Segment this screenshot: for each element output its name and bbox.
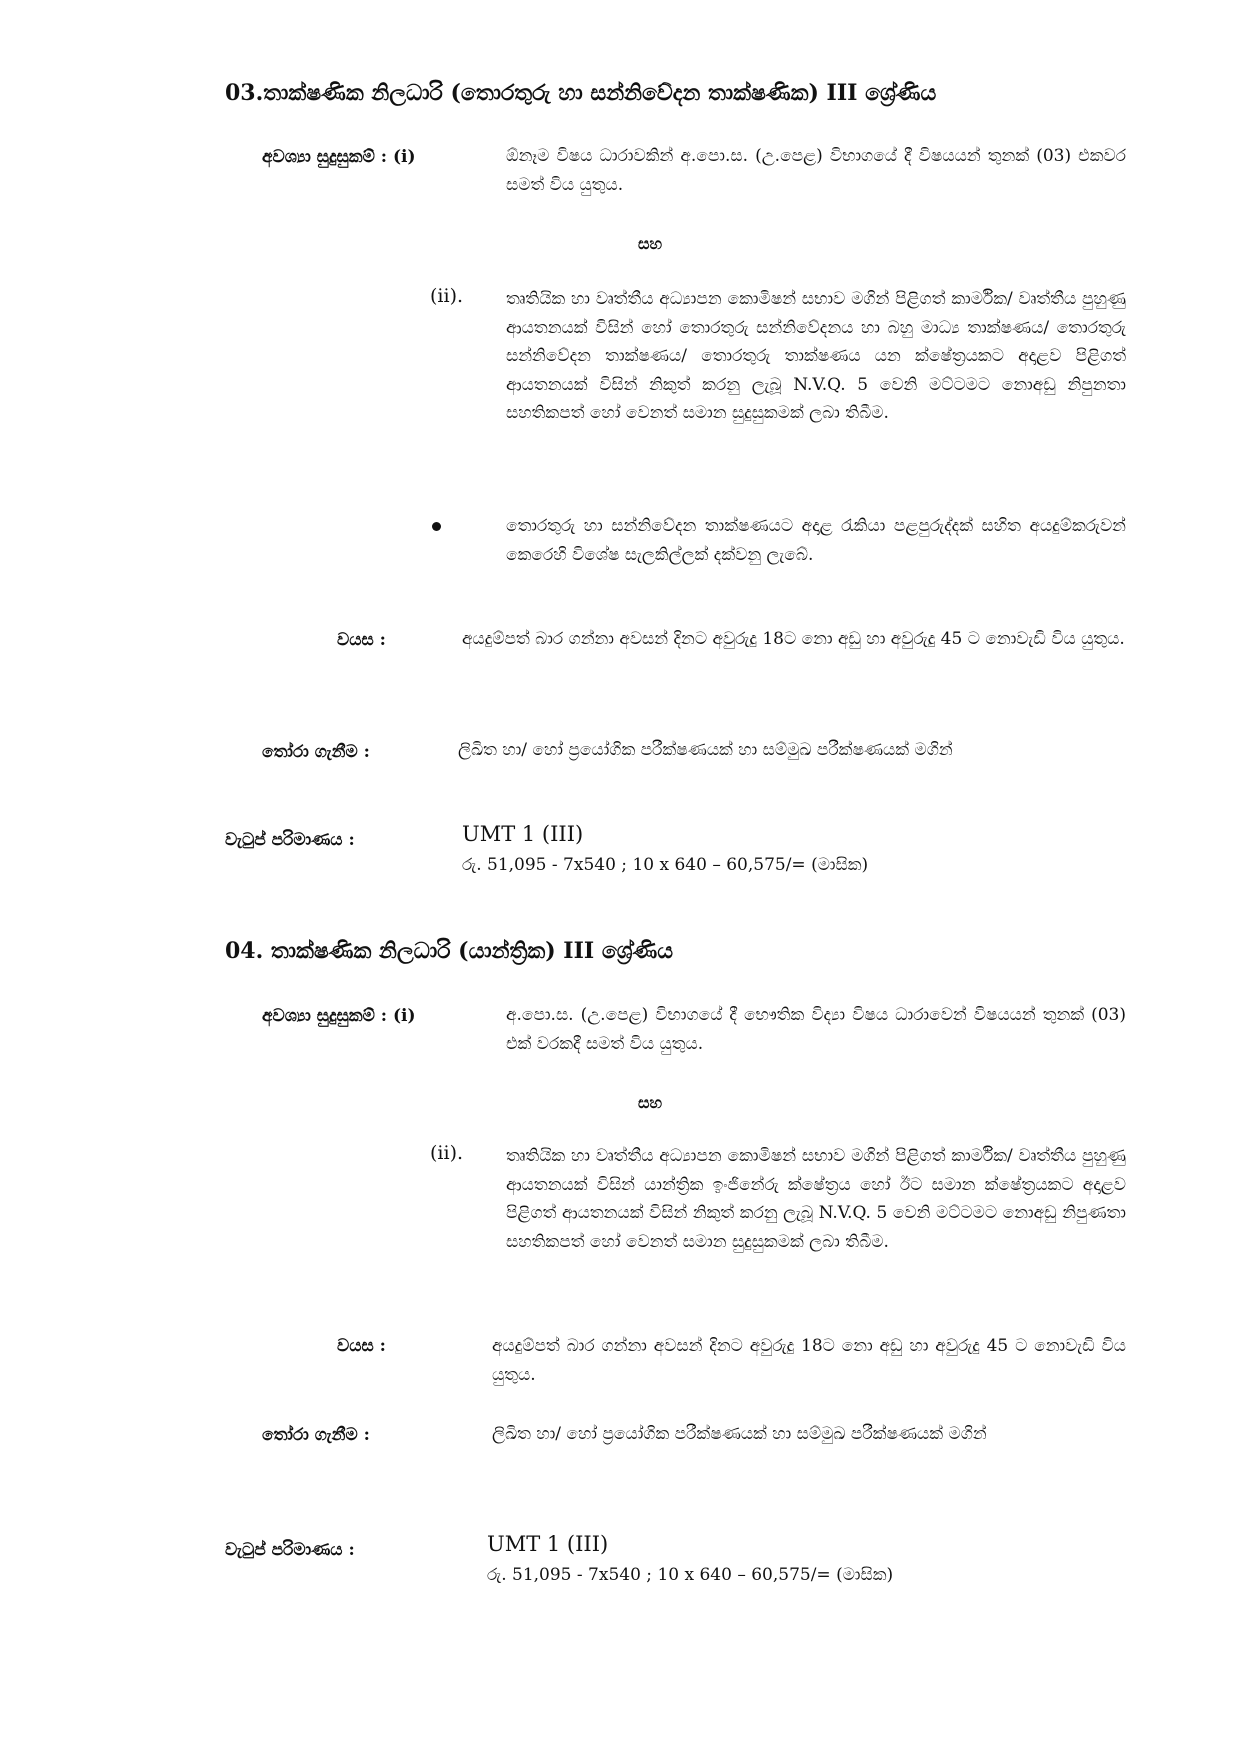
section-03-note: තොරතුරු හා සන්නිවේදන තාක්ෂණයට අදාළ රැකියා පළපුරුද්දක් සහිත අයදුම්කරුවන් කෙරෙහි විශේෂ සැලකිල්ලක් දක්වනු ලැබේ. bbox=[506, 516, 1126, 565]
section-03-salary-label: වැටුප් පරිමාණය : bbox=[225, 830, 355, 850]
section-04-age-label: වයස : bbox=[337, 1336, 386, 1356]
section-04-requirement-ii-number: (ii). bbox=[430, 1142, 464, 1164]
section-03-requirements-label: අවශ්‍යා සුදුසුකම් : (i) bbox=[262, 147, 416, 167]
bullet-icon bbox=[432, 522, 441, 531]
section-03-salary-code: UMT 1 (III) bbox=[462, 822, 584, 846]
section-03-selection-label: තෝරා ගැනීම : bbox=[262, 742, 370, 762]
section-04-selection-label: තෝරා ගැනීම : bbox=[262, 1425, 370, 1445]
section-03-age-text: අයදුම්පත් බාර ගන්නා අවසන් දිනට අවුරුදු 18ට නො අඩු හා අවුරුදු 45 ට නොවැඩි විය යුතුය. bbox=[462, 629, 1125, 649]
section-04-requirement-i: අ.පො.ස. (උ.පෙළ) විභාගයේ දී භෞතික විද්‍යා විෂය ධාරාවෙන් විෂයයන් තුනක් (03) එක් වරකදී සමත් විය යුතුය. bbox=[506, 1005, 1126, 1054]
section-04-salary-scale: රු. 51,095 - 7x540 ; 10 x 640 – 60,575/= (මාසික) bbox=[487, 1565, 894, 1585]
section-03-salary-scale: රු. 51,095 - 7x540 ; 10 x 640 – 60,575/= (මාසික) bbox=[462, 855, 869, 875]
section-04-selection-text: ලිඛිත හා/ හෝ ප්‍රයෝගික පරීක්ෂණයක් හා සම්මුඛ පරීක්ෂණයක් මගින් bbox=[492, 1424, 987, 1444]
section-03-requirement-i: ඕනෑම විෂය ධාරාවකින් අ.පො.ස. (උ.පෙළ) විභාගයේ දී විෂයයන් තුනක් (03) එකවර සමත් විය යුතුය. bbox=[506, 146, 1126, 195]
section-03-title: 03.තාක්ෂණික නිලධාරි (තොරතුරු හා සන්නිවේදන තාක්ෂණික) III ශ්‍රේණිය bbox=[225, 80, 937, 106]
section-04-and-label: සහ bbox=[637, 1093, 663, 1112]
section-04-title: 04. තාක්ෂණික නිලධාරි (යාන්ත්‍රික) III ශ්‍රේණිය bbox=[225, 938, 674, 964]
section-04-requirement-ii: තෘතියික හා වෘත්තීය අධ්‍යාපන කොමිෂන් සභාව මගින් පිළිගත් කාර්මික/ වෘත්තීය පුහුණු ආයතනයක් විසින් යාන්ත්‍රික ඉංජිනේරු ක්ෂේත්‍රය හෝ ඊට සමාන ක්ෂේත්‍රයකට අදාළව පිළිගත් ආයතනයක් විසින් නිකුත් කරනු ලැබූ N.V.Q. 5 වෙනි මට්ටමට නොඅඩු නිපුණතා සහතිකපත් හෝ වෙනත් සමාන සුදුසුකමක් ලබා තිබීම. bbox=[506, 1146, 1126, 1252]
section-03-selection-text: ලිඛිත හා/ හෝ ප්‍රයෝගික පරීක්ෂණයක් හා සම්මුඛ පරීක්ෂණයක් මගින් bbox=[458, 740, 953, 760]
section-04-age-text: අයදුම්පත් බාර ගන්නා අවසන් දිනට අවුරුදු 18ට නො අඩු හා අවුරුදු 45 ට නොවැඩි විය යුතුය. bbox=[492, 1336, 1126, 1385]
section-04-salary-code: UMT 1 (III) bbox=[487, 1532, 609, 1556]
section-03-and-label: සහ bbox=[637, 234, 663, 253]
section-04-salary-label: වැටුප් පරිමාණය : bbox=[225, 1540, 355, 1560]
section-03-requirement-ii: තෘතියික හා වෘත්තීය අධ්‍යාපන කොමිෂන් සභාව මගින් පිළිගත් කාර්මික/ වෘත්තීය පුහුණු ආයතනයක් විසින් හෝ තොරතුරු සන්නිවේදනය හා බහු මාධ්‍ය තාක්ෂණය/ තොරතුරු සන්නිවේදන තාක්ෂණය/ තොරතුරු තාක්ෂණය යන ක්ෂේත්‍රයකට අදාළව පිළිගත් ආයතනයක් විසින් නිකුත් කරනු ලැබූ N.V.Q. 5 වෙනි මට්ටමට නොඅඩු නිපුනතා සහතිකපත් හෝ වෙනත් සමාන සුදුසුකමක් ලබා තිබීම. bbox=[506, 289, 1126, 423]
section-03-age-label: වයස : bbox=[337, 630, 386, 650]
section-03-requirement-ii-number: (ii). bbox=[430, 285, 464, 307]
section-04-requirements-label: අවශ්‍යා සුදුසුකම් : (i) bbox=[262, 1006, 416, 1026]
